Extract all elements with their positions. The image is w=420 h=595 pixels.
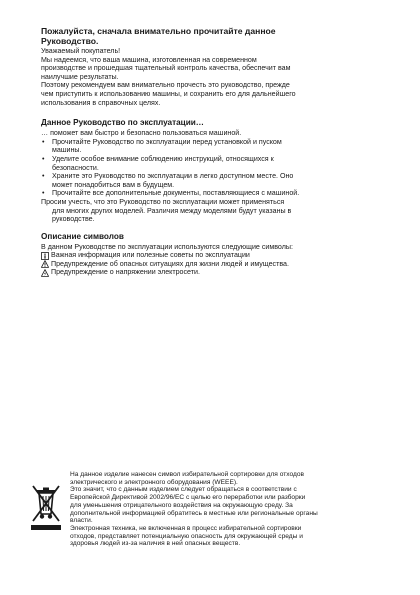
weee-text — [70, 471, 383, 548]
guide-bullet-line: • Прочитайте Руководство по эксплуатации перед установкой и пуском — [52, 137, 282, 146]
guide-note-line: Просим учесть, что это Руководство по эксплуатации может применяться — [41, 197, 285, 206]
crossed-out-wheelie-bin-icon — [30, 471, 62, 548]
weee-line: Европейской Директивой 2002/96/EC с целью его переработки или разборки — [70, 494, 306, 502]
info-icon — [41, 252, 49, 260]
symbols-lead: В данном Руководстве по эксплуатации используются следующие символы: — [41, 242, 293, 251]
guide-title: Данное Руководство по эксплуатации… — [41, 118, 204, 128]
manual-page — [41, 26, 375, 277]
symbol-text: Важная информация или полезные советы по эксплуатации — [51, 251, 250, 260]
intro-section — [41, 26, 375, 107]
guide-bullet-line: • Уделите особое внимание соблюдению инструкций, относящихся к — [52, 154, 274, 163]
warning-triangle-icon — [41, 260, 49, 268]
guide-lead: … поможет вам быстро и безопасно пользоваться машиной. — [41, 129, 242, 138]
symbols-section — [41, 232, 375, 277]
guide-bullet — [41, 172, 375, 189]
symbol-text: Предупреждение о напряжении электросети. — [51, 268, 200, 277]
guide-bullet-line: машины. — [52, 146, 82, 155]
weee-line: для уменьшения отрицательного воздействия на окружающую среду. За — [70, 501, 293, 509]
weee-line: электрического и электронного оборудования (WEEE). — [70, 478, 238, 486]
symbol-text: Предупреждение об опасных ситуациях для жизни людей и имущества. — [51, 259, 289, 268]
symbols-title: Описание символов — [41, 231, 124, 241]
symbol-row-warning — [41, 260, 375, 269]
guide-bullet-line: безопасности. — [52, 163, 99, 172]
guide-bullet — [41, 155, 375, 172]
symbol-row-info — [41, 251, 375, 260]
intro-line: использования в справочных целях. — [41, 98, 161, 107]
intro-line: Мы надеемся, что ваша машина, изготовленная на современном — [41, 55, 257, 64]
weee-notice — [30, 471, 385, 548]
intro-line: Поэтому рекомендуем вам внимательно прочесть это руководство, прежде — [41, 81, 290, 90]
intro-line: Уважаемый покупатель! — [41, 47, 121, 55]
intro-title-line: Пожалуйста, сначала внимательно прочитайте данное — [41, 26, 276, 36]
weee-line: дополнительной информацией обратитесь в местные или региональные органы — [70, 509, 318, 517]
guide-note-line: для многих других моделей. Различия между моделями будут указаны в — [52, 206, 292, 215]
guide-note-line: руководстве. — [52, 215, 95, 224]
guide-bullet-line: • Прочитайте все дополнительные документы, поставляющиеся с машиной. — [52, 189, 300, 198]
weee-line: На данное изделие нанесен символ избирательной сортировки для отходов — [70, 471, 304, 478]
weee-line: власти. — [70, 517, 93, 525]
intro-line: чем приступить к использованию машины, и сохранить его для дальнейшего — [41, 89, 296, 98]
symbol-row-electric — [41, 268, 375, 277]
guide-bullet — [41, 138, 375, 155]
guide-bullet-list — [41, 138, 375, 198]
guide-bullet-line: • Храните это Руководство по эксплуатации в легко доступном месте. Оно — [52, 172, 294, 181]
intro-title — [41, 26, 375, 46]
weee-line: Это значит, что с данным изделием следует обращаться в соответствии с — [70, 486, 297, 494]
intro-line: производстве и прошедшая тщательный контроль качества, обеспечит вам — [41, 64, 291, 73]
guide-bullet — [41, 189, 375, 198]
electric-warning-icon — [41, 269, 49, 277]
weee-line: Электронная техника, не включенная в процесс избирательной сортировки — [70, 524, 302, 532]
intro-line: наилучшие результаты. — [41, 72, 119, 81]
guide-bullet-line: может понадобиться вам в будущем. — [52, 180, 175, 189]
guide-section — [41, 118, 375, 224]
intro-title-line: Руководство. — [41, 36, 99, 46]
weee-line: отходов, представляет потенциальную опасность для окружающей среды и — [70, 532, 303, 540]
weee-line: здоровья людей из-за наличия в ней опасных веществ. — [70, 540, 241, 548]
